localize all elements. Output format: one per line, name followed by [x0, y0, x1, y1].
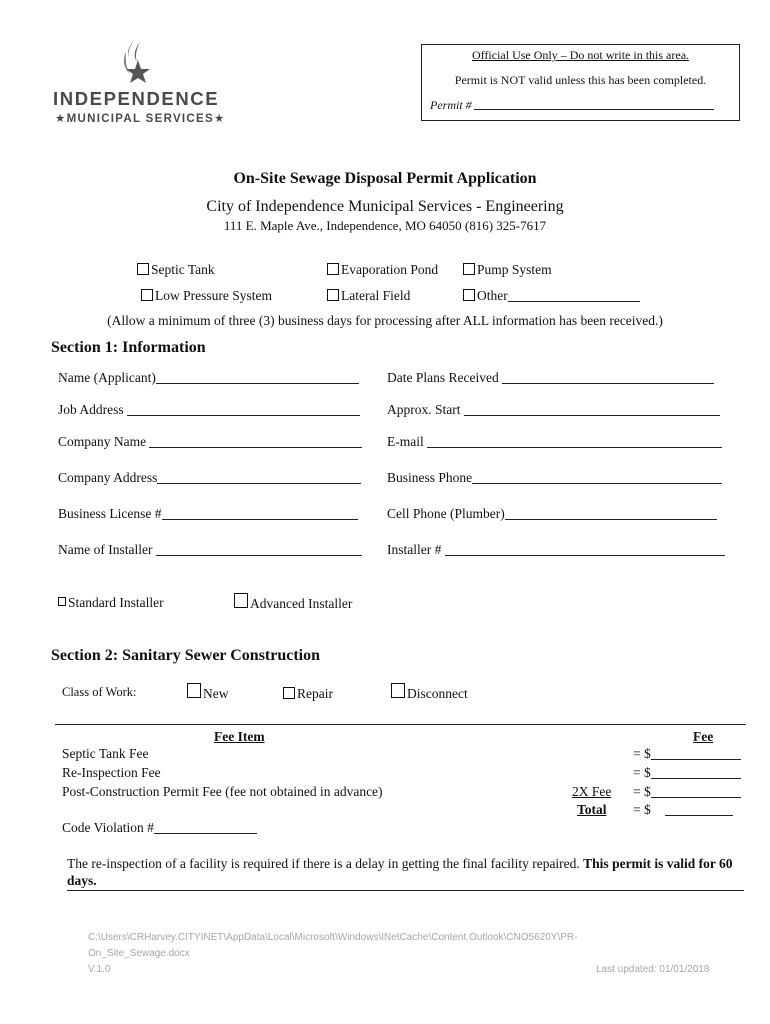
notice-underline	[67, 890, 744, 891]
checkbox-icon[interactable]	[391, 683, 405, 698]
option-label: New	[203, 686, 229, 701]
field-line[interactable]	[445, 542, 725, 556]
checkbox-icon[interactable]	[234, 593, 248, 608]
checkbox-icon[interactable]	[327, 289, 339, 301]
amount-line[interactable]	[651, 778, 741, 779]
fee-item-header: Fee Item	[214, 729, 265, 744]
code-violation-field[interactable]	[62, 820, 257, 836]
equals-dollar: = $	[633, 765, 651, 780]
field-line[interactable]	[156, 542, 362, 556]
field-line[interactable]	[127, 402, 360, 416]
option-label: Standard Installer	[68, 595, 164, 610]
field-line[interactable]	[154, 833, 257, 834]
type-label: Pump System	[477, 262, 552, 277]
work-new-option[interactable]	[187, 683, 229, 702]
equals-dollar: = $	[633, 802, 651, 817]
file-path-line1: C:\Users\CRHarvey.CITYINET\AppData\Local\Microsoft\Windows\INetCache\Content.Outlook\CNO5620Y\PR-	[88, 932, 578, 943]
notice-bold: This permit is valid for 60 days.	[67, 856, 733, 888]
permit-number-line[interactable]	[474, 109, 714, 110]
advanced-installer-option[interactable]	[234, 593, 352, 612]
official-use-heading: Official Use Only – Do not write in this area.	[471, 48, 690, 62]
type-septic-tank[interactable]	[137, 262, 215, 278]
type-lateral-field[interactable]	[327, 288, 410, 304]
total-amount[interactable]	[633, 802, 733, 818]
twox-fee-label: 2X Fee	[572, 784, 612, 799]
reinspection-fee-label: Re-Inspection Fee	[62, 765, 161, 780]
type-pump-system[interactable]	[463, 262, 552, 278]
installer-number-field[interactable]	[387, 542, 725, 558]
checkbox-icon[interactable]	[137, 263, 149, 275]
field-line[interactable]	[157, 470, 361, 484]
section1-title: Section 1: Information	[51, 339, 206, 356]
type-label: Low Pressure System	[155, 288, 272, 303]
field-label: Date Plans Received	[387, 370, 499, 385]
date-plans-field[interactable]	[387, 370, 714, 386]
equals-dollar: = $	[633, 746, 651, 761]
option-label: Repair	[297, 686, 333, 701]
approx-start-field[interactable]	[387, 402, 720, 418]
post-construction-fee-amount[interactable]	[633, 784, 741, 800]
field-label: Company Name	[58, 434, 147, 449]
work-repair-option[interactable]	[283, 686, 333, 702]
post-construction-fee-label: Post-Construction Permit Fee (fee not obtained in advance)	[62, 784, 383, 799]
field-label: Job Address	[58, 402, 124, 417]
checkbox-icon[interactable]	[463, 289, 475, 301]
version: V.1.0	[88, 964, 111, 975]
field-label: Name (Applicant)	[58, 370, 156, 385]
option-label: Advanced Installer	[250, 596, 353, 611]
field-label: Installer #	[387, 542, 442, 557]
type-evaporation-pond[interactable]	[327, 262, 438, 278]
checkbox-icon[interactable]	[463, 263, 475, 275]
other-line[interactable]	[508, 289, 640, 302]
permit-number-field	[430, 98, 714, 113]
field-line[interactable]	[502, 370, 714, 384]
company-name-field[interactable]	[58, 434, 362, 450]
field-line[interactable]	[472, 470, 722, 484]
cell-phone-field[interactable]	[387, 506, 717, 522]
field-label: Code Violation #	[62, 820, 154, 835]
processing-note: (Allow a minimum of three (3) business days for processing after ALL information has been received.)	[107, 313, 663, 328]
company-address-field[interactable]	[58, 470, 361, 486]
reinspection-fee-amount[interactable]	[633, 765, 741, 781]
field-line[interactable]	[505, 506, 717, 520]
form-address: 111 E. Maple Ave., Independence, MO 64050 (816) 325-7617	[223, 218, 547, 233]
septic-tank-fee-amount[interactable]	[633, 746, 741, 762]
field-line[interactable]	[156, 370, 359, 384]
amount-line[interactable]	[651, 759, 741, 760]
job-address-field[interactable]	[58, 402, 360, 418]
fee-header: Fee	[693, 729, 714, 744]
option-label: Disconnect	[407, 686, 468, 701]
checkbox-icon[interactable]	[187, 683, 201, 698]
validity-notice	[67, 855, 747, 889]
permit-number-label: Permit #	[430, 98, 472, 112]
type-label: Other	[477, 288, 508, 303]
work-disconnect-option[interactable]	[391, 683, 468, 702]
flame-star-logo-icon	[118, 38, 158, 88]
installer-name-field[interactable]	[58, 542, 362, 558]
class-of-work-label: Class of Work:	[62, 685, 137, 699]
email-field[interactable]	[387, 434, 722, 450]
field-line[interactable]	[464, 402, 720, 416]
form-title: On-Site Sewage Disposal Permit Application	[233, 170, 537, 187]
section2-title: Section 2: Sanitary Sewer Construction	[51, 647, 321, 664]
checkbox-icon[interactable]	[283, 687, 295, 699]
type-other[interactable]	[463, 288, 640, 304]
logo-name: INDEPENDENCE	[53, 88, 220, 109]
type-label: Septic Tank	[151, 262, 215, 277]
total-label: Total	[577, 802, 607, 817]
official-use-note: Permit is NOT valid unless this has been completed.	[454, 73, 707, 87]
field-line[interactable]	[427, 434, 722, 448]
fee-table-divider	[55, 724, 746, 725]
business-license-field[interactable]	[58, 506, 358, 522]
equals-dollar: = $	[633, 784, 651, 799]
field-line[interactable]	[149, 434, 362, 448]
checkbox-icon[interactable]	[58, 597, 66, 606]
type-low-pressure[interactable]	[141, 288, 272, 304]
type-label: Lateral Field	[341, 288, 411, 303]
field-label: Business Phone	[387, 470, 473, 485]
business-phone-field[interactable]	[387, 470, 722, 486]
standard-installer-option[interactable]	[58, 595, 164, 611]
logo-subtitle: ★MUNICIPAL SERVICES★	[55, 113, 226, 125]
checkbox-icon[interactable]	[327, 263, 339, 275]
official-use-box	[421, 44, 740, 121]
field-label: Cell Phone (Plumber)	[387, 506, 505, 521]
amount-line[interactable]	[665, 815, 733, 816]
septic-tank-fee-label: Septic Tank Fee	[62, 746, 149, 761]
file-path-line2: On_Site_Sewage.docx	[88, 948, 190, 959]
applicant-name-field[interactable]	[58, 370, 359, 386]
field-label: Business License #	[58, 506, 162, 521]
last-updated: Last updated: 01/01/2018	[596, 964, 710, 975]
form-subtitle: City of Independence Municipal Services - Engineering	[206, 198, 564, 215]
field-label: Company Address	[58, 470, 158, 485]
notice-text: The re-inspection of a facility is required if there is a delay in getting the final facility repaired.	[67, 856, 584, 871]
checkbox-icon[interactable]	[141, 289, 153, 301]
amount-line[interactable]	[651, 797, 741, 798]
field-label: Name of Installer	[58, 542, 153, 557]
field-label: Approx. Start	[387, 402, 461, 417]
field-label: E-mail	[387, 434, 424, 449]
type-label: Evaporation Pond	[341, 262, 439, 277]
field-line[interactable]	[162, 506, 358, 520]
